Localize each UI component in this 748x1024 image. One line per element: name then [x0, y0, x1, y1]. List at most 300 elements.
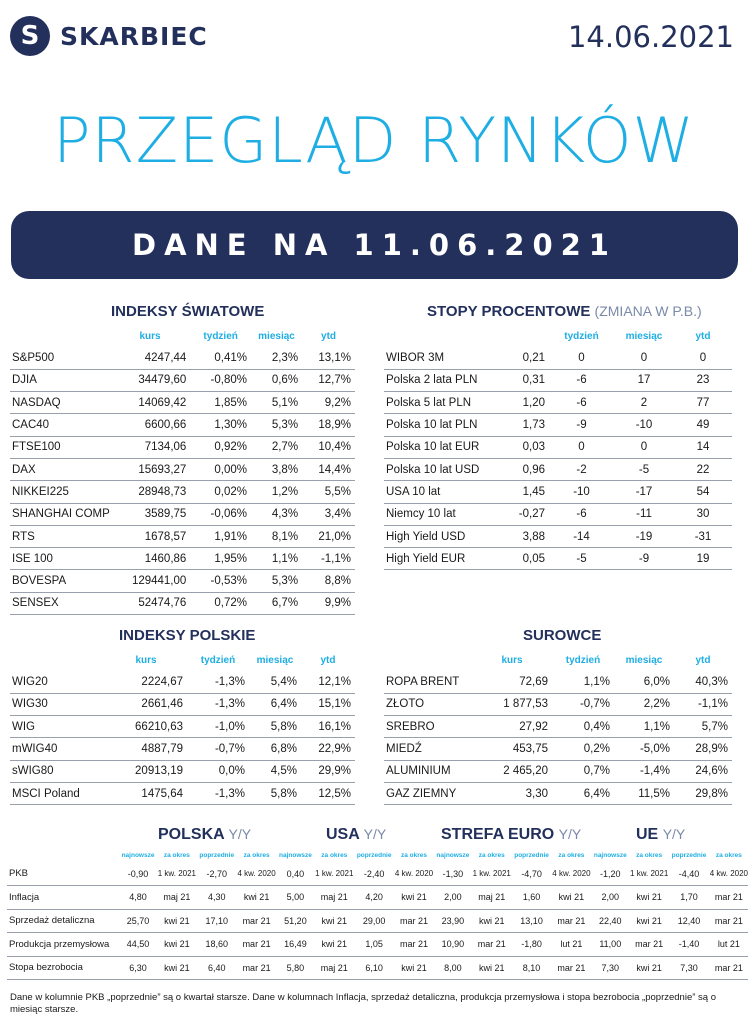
cell-ytd: 40,3% — [674, 671, 732, 693]
cell-miesiac: 0,6% — [251, 369, 302, 391]
column-header-sub: poprzednie — [356, 851, 392, 859]
cell-name: sWIG80 — [10, 760, 105, 782]
cell-value: 23,90 — [433, 909, 472, 933]
table-row — [384, 525, 732, 547]
cell-kurs: 27,92 — [472, 716, 552, 738]
cell-value: -1,30 — [433, 862, 472, 886]
cell-kurs: 2224,67 — [105, 671, 187, 693]
cell-kurs: 6600,66 — [110, 414, 191, 436]
column-header-sub: najnowsze — [436, 851, 470, 859]
cell-value: -2,70 — [196, 862, 237, 886]
column-header-sub: za okres — [400, 851, 428, 859]
macro-region-ue — [636, 826, 685, 844]
logo-text: SKARBIEC — [60, 21, 208, 51]
cell-miesiac: 11,5% — [614, 782, 674, 804]
table-row — [384, 716, 732, 738]
cell-tydzien: 1,95% — [190, 548, 251, 570]
cell-value: 5,80 — [276, 956, 315, 980]
cell-miesiac: 5,3% — [251, 570, 302, 592]
cell-name: MIEDŹ — [384, 738, 472, 760]
cell-miesiac: 2,2% — [614, 693, 674, 715]
cell-period: mar 21 — [552, 956, 590, 980]
cell-name: Polska 5 lat PLN — [384, 392, 496, 414]
cell-tydzien: 0,72% — [190, 592, 251, 614]
cell-val: 0,31 — [496, 369, 549, 391]
cell-tydzien: 0,00% — [190, 458, 251, 480]
cell-ytd: 21,0% — [302, 525, 355, 547]
region-name: STREFA EURO — [441, 826, 555, 843]
cell-kurs: 15693,27 — [110, 458, 191, 480]
cell-tydzien: 0 — [549, 347, 614, 369]
cell-miesiac: 6,7% — [251, 592, 302, 614]
cell-ytd: 22,9% — [301, 738, 355, 760]
cell-tydzien: -1,3% — [187, 782, 249, 804]
cell-kurs: 7134,06 — [110, 436, 191, 458]
cell-miesiac: -9 — [614, 548, 674, 570]
cell-tydzien: 0,02% — [190, 481, 251, 503]
column-header-name — [10, 649, 105, 671]
cell-kurs: 2 465,20 — [472, 760, 552, 782]
cell-value: 5,00 — [276, 886, 315, 910]
cell-val: 0,21 — [496, 347, 549, 369]
cell-ytd: 9,9% — [302, 592, 355, 614]
cell-ytd: 24,6% — [674, 760, 732, 782]
macro-region-usa — [326, 826, 386, 844]
table-row — [384, 782, 732, 804]
cell-ytd: -1,1% — [674, 693, 732, 715]
cell-value: 8,00 — [433, 956, 472, 980]
column-header-kurs: kurs — [139, 330, 161, 342]
cell-period: 1 kw. 2021 — [473, 862, 511, 886]
cell-name: Polska 10 lat EUR — [384, 436, 496, 458]
cell-value: 6,10 — [353, 956, 394, 980]
column-header-ytd: ytd — [320, 654, 336, 666]
cell-value: 2,00 — [433, 886, 472, 910]
cell-name: Polska 10 lat USD — [384, 458, 496, 480]
cell-value: 51,20 — [276, 909, 315, 933]
column-header-miesiac: miesiąc — [256, 654, 294, 666]
cell-period: mar 21 — [395, 933, 433, 957]
cell-value: 17,10 — [196, 909, 237, 933]
cell-ytd: 22 — [674, 458, 732, 480]
cell-tydzien: -0,06% — [190, 503, 251, 525]
cell-period: lut 21 — [552, 933, 590, 957]
cell-ytd: 49 — [674, 414, 732, 436]
cell-miesiac: 6,4% — [249, 693, 301, 715]
table-row — [10, 570, 355, 592]
region-yy: Y/Y — [363, 826, 387, 842]
cell-miesiac: 0 — [614, 436, 674, 458]
cell-period: mar 21 — [630, 933, 668, 957]
cell-name: WIG20 — [10, 671, 105, 693]
cell-tydzien: -6 — [549, 392, 614, 414]
cell-name: High Yield USD — [384, 525, 496, 547]
cell-value: 10,90 — [433, 933, 472, 957]
cell-miesiac: 1,1% — [251, 548, 302, 570]
cell-period: maj 21 — [315, 956, 353, 980]
row-label: Stopa bezrobocia — [7, 956, 118, 980]
cell-miesiac: -1,4% — [614, 760, 674, 782]
table-row — [10, 693, 355, 715]
table-row — [10, 347, 355, 369]
cell-miesiac: -5 — [614, 458, 674, 480]
table-row — [384, 347, 732, 369]
row-label: PKB — [7, 862, 118, 886]
stopy-title: STOPY PROCENTOWE — [427, 303, 591, 320]
cell-period: kwi 21 — [395, 956, 433, 980]
page-title: PRZEGLĄD RYNKÓW — [53, 104, 695, 177]
cell-kurs: 453,75 — [472, 738, 552, 760]
cell-ytd: -1,1% — [302, 548, 355, 570]
cell-period: kwi 21 — [315, 909, 353, 933]
cell-miesiac: -17 — [614, 481, 674, 503]
cell-period: 4 kw. 2020 — [552, 862, 590, 886]
cell-ytd: 30 — [674, 503, 732, 525]
cell-period: kwi 21 — [395, 886, 433, 910]
cell-tydzien: -2 — [549, 458, 614, 480]
cell-kurs: 72,69 — [472, 671, 552, 693]
cell-value: 0,40 — [276, 862, 315, 886]
table-row — [10, 760, 355, 782]
table-row — [10, 458, 355, 480]
column-header-miesiac: miesiąc — [625, 330, 663, 342]
cell-ytd: 16,1% — [301, 716, 355, 738]
cell-name: BOVESPA — [10, 570, 110, 592]
column-header-kurs: kurs — [501, 654, 523, 666]
column-header-name — [384, 649, 472, 671]
cell-value: -1,20 — [591, 862, 630, 886]
cell-value: 4,30 — [196, 886, 237, 910]
column-header-sub: za okres — [478, 851, 505, 859]
cell-val: 1,20 — [496, 392, 549, 414]
cell-ytd: 3,4% — [302, 503, 355, 525]
cell-tydzien: -1,0% — [187, 716, 249, 738]
cell-miesiac: 6,0% — [614, 671, 674, 693]
cell-period: 4 kw. 2020 — [237, 862, 275, 886]
table-row — [384, 369, 732, 391]
table-row — [10, 436, 355, 458]
cell-miesiac: 3,8% — [251, 458, 302, 480]
cell-miesiac: 4,3% — [251, 503, 302, 525]
region-name: POLSKA — [158, 826, 225, 843]
cell-period: mar 21 — [395, 909, 433, 933]
cell-miesiac: 2,3% — [251, 347, 302, 369]
column-header-miesiac: miesiąc — [625, 654, 663, 666]
cell-period: maj 21 — [158, 886, 196, 910]
cell-period: kwi 21 — [315, 933, 353, 957]
cell-ytd: 77 — [674, 392, 732, 414]
cell-value: 4,80 — [118, 886, 157, 910]
table-row — [10, 369, 355, 391]
table-header-row — [7, 848, 748, 862]
cell-period: kwi 21 — [552, 886, 590, 910]
cell-tydzien: -10 — [549, 481, 614, 503]
cell-tydzien: 1,1% — [552, 671, 614, 693]
cell-period: 1 kw. 2021 — [158, 862, 196, 886]
cell-ytd: 5,7% — [674, 716, 732, 738]
cell-ytd: 15,1% — [301, 693, 355, 715]
table-row — [384, 760, 732, 782]
cell-kurs: 52474,76 — [110, 592, 191, 614]
cell-miesiac: 5,3% — [251, 414, 302, 436]
cell-tydzien: -0,7% — [187, 738, 249, 760]
table-row — [10, 392, 355, 414]
column-header-miesiac: miesiąc — [258, 330, 295, 342]
cell-kurs: 4887,79 — [105, 738, 187, 760]
cell-value: 1,70 — [668, 886, 709, 910]
cell-name: GAZ ZIEMNY — [384, 782, 472, 804]
column-header-sub: za okres — [558, 851, 585, 859]
cell-value: 22,40 — [591, 909, 630, 933]
cell-value: 6,30 — [118, 956, 157, 980]
report-date: 14.06.2021 — [567, 20, 734, 54]
cell-ytd: 0 — [674, 347, 732, 369]
footnote: Dane w kolumnie PKB „poprzednie” są o kwartał starsze. Dane w kolumnach Inflacja, sprzedaż detaliczna, produkcja przemysłowa i stopa bezrobocia „poprzednie” są o miesiąc starsze. — [10, 992, 716, 1015]
cell-value: 18,60 — [196, 933, 237, 957]
cell-value: 4,20 — [353, 886, 394, 910]
cell-ytd: 29,9% — [301, 760, 355, 782]
cell-value: 1,60 — [511, 886, 552, 910]
cell-miesiac: 2,7% — [251, 436, 302, 458]
table-row — [10, 671, 355, 693]
column-header-ytd: ytd — [695, 654, 711, 666]
cell-name: RTS — [10, 525, 110, 547]
cell-name: ALUMINIUM — [384, 760, 472, 782]
cell-period: 1 kw. 2021 — [630, 862, 668, 886]
cell-ytd: 14,4% — [302, 458, 355, 480]
cell-name: USA 10 lat — [384, 481, 496, 503]
cell-ytd: -31 — [674, 525, 732, 547]
table-row — [384, 481, 732, 503]
table-row — [7, 956, 748, 980]
header — [0, 0, 748, 80]
cell-val: 0,05 — [496, 548, 549, 570]
cell-tydzien: 0,41% — [190, 347, 251, 369]
cell-miesiac: 5,4% — [249, 671, 301, 693]
cell-period: mar 21 — [237, 909, 275, 933]
cell-ytd: 54 — [674, 481, 732, 503]
table-row — [10, 782, 355, 804]
stopy-subtitle: (ZMIANA W P.B.) — [594, 303, 702, 319]
cell-period: mar 21 — [552, 909, 590, 933]
table-row — [7, 862, 748, 886]
table-row — [10, 548, 355, 570]
logo — [10, 16, 208, 56]
cell-value: -4,70 — [511, 862, 552, 886]
cell-period: 4 kw. 2020 — [395, 862, 433, 886]
cell-tydzien: -1,3% — [187, 671, 249, 693]
table-macro — [7, 848, 748, 980]
cell-name: DAX — [10, 458, 110, 480]
table-indeksy-swiatowe — [10, 325, 355, 615]
cell-name: DJIA — [10, 369, 110, 391]
cell-value: 16,49 — [276, 933, 315, 957]
cell-tydzien: -0,80% — [190, 369, 251, 391]
cell-kurs: 4247,44 — [110, 347, 191, 369]
table-row — [384, 458, 732, 480]
cell-tydzien: 0 — [549, 436, 614, 458]
cell-value: -2,40 — [353, 862, 394, 886]
cell-period: maj 21 — [315, 886, 353, 910]
cell-miesiac: -19 — [614, 525, 674, 547]
cell-tydzien: 1,91% — [190, 525, 251, 547]
column-header-name — [10, 325, 110, 347]
cell-period: lut 21 — [710, 933, 748, 957]
cell-period: mar 21 — [710, 909, 748, 933]
table-row — [10, 481, 355, 503]
table-row — [384, 693, 732, 715]
table-row — [10, 716, 355, 738]
cell-name: SHANGHAI COMP — [10, 503, 110, 525]
cell-tydzien: 0,0% — [187, 760, 249, 782]
column-header-tydzien: tydzień — [564, 330, 599, 342]
table-row — [7, 886, 748, 910]
cell-kurs: 66210,63 — [105, 716, 187, 738]
cell-kurs: 1475,64 — [105, 782, 187, 804]
table-indeksy-polskie — [10, 649, 355, 805]
table-stopy-procentowe — [384, 325, 732, 570]
cell-value: 7,30 — [668, 956, 709, 980]
cell-period: kwi 21 — [630, 886, 668, 910]
cell-value: 2,00 — [591, 886, 630, 910]
cell-name: High Yield EUR — [384, 548, 496, 570]
cell-ytd: 18,9% — [302, 414, 355, 436]
cell-miesiac: 6,8% — [249, 738, 301, 760]
cell-name: WIBOR 3M — [384, 347, 496, 369]
cell-name: Polska 10 lat PLN — [384, 414, 496, 436]
table-row — [7, 933, 748, 957]
section-title-surowce: SUROWCE — [523, 627, 602, 644]
macro-region-polska — [158, 826, 251, 844]
table-row — [10, 592, 355, 614]
cell-kurs: 20913,19 — [105, 760, 187, 782]
cell-name: mWIG40 — [10, 738, 105, 760]
cell-ytd: 12,7% — [302, 369, 355, 391]
cell-period: kwi 21 — [158, 933, 196, 957]
row-label: Sprzedaż detaliczna — [7, 909, 118, 933]
cell-name: WIG — [10, 716, 105, 738]
column-header-sub: najnowsze — [121, 851, 155, 859]
cell-kurs: 3,30 — [472, 782, 552, 804]
cell-ytd: 13,1% — [302, 347, 355, 369]
cell-value: 12,40 — [668, 909, 709, 933]
column-header-ytd: ytd — [321, 330, 337, 342]
section-title-indeksy-polskie: INDEKSY POLSKIE — [119, 627, 256, 644]
cell-ytd: 9,2% — [302, 392, 355, 414]
cell-name: Niemcy 10 lat — [384, 503, 496, 525]
cell-period: kwi 21 — [158, 909, 196, 933]
cell-miesiac: 4,5% — [249, 760, 301, 782]
cell-tydzien: 1,85% — [190, 392, 251, 414]
cell-miesiac: 5,8% — [249, 782, 301, 804]
cell-value: 29,00 — [353, 909, 394, 933]
cell-miesiac: 17 — [614, 369, 674, 391]
column-header-label — [7, 848, 118, 862]
cell-value: 11,00 — [591, 933, 630, 957]
cell-val: 0,96 — [496, 458, 549, 480]
cell-value: -0,90 — [118, 862, 157, 886]
cell-name: FTSE100 — [10, 436, 110, 458]
column-header-sub: za okres — [163, 851, 190, 859]
cell-kurs: 28948,73 — [110, 481, 191, 503]
cell-kurs: 1 877,53 — [472, 693, 552, 715]
cell-kurs: 129441,00 — [110, 570, 191, 592]
table-row — [384, 436, 732, 458]
table-row — [384, 548, 732, 570]
cell-miesiac: 1,1% — [614, 716, 674, 738]
cell-miesiac: 5,8% — [249, 716, 301, 738]
cell-period: kwi 21 — [158, 956, 196, 980]
cell-tydzien: -9 — [549, 414, 614, 436]
cell-tydzien: 0,7% — [552, 760, 614, 782]
cell-value: -4,40 — [668, 862, 709, 886]
cell-ytd: 23 — [674, 369, 732, 391]
macro-region-strefa-euro — [441, 826, 581, 844]
column-header-ytd: ytd — [695, 330, 711, 342]
cell-name: NASDAQ — [10, 392, 110, 414]
cell-val: 1,73 — [496, 414, 549, 436]
cell-val: 3,88 — [496, 525, 549, 547]
cell-kurs: 34479,60 — [110, 369, 191, 391]
cell-tydzien: 0,92% — [190, 436, 251, 458]
column-header-sub: poprzednie — [514, 851, 549, 859]
region-yy: Y/Y — [558, 826, 582, 842]
cell-tydzien: 0,4% — [552, 716, 614, 738]
cell-period: 1 kw. 2021 — [315, 862, 353, 886]
cell-period: mar 21 — [237, 933, 275, 957]
region-name: USA — [326, 826, 360, 843]
table-row — [384, 671, 732, 693]
column-header-sub: za okres — [321, 851, 348, 859]
table-row — [7, 909, 748, 933]
cell-value: 6,40 — [196, 956, 237, 980]
cell-val: 1,45 — [496, 481, 549, 503]
row-label: Produkcja przemysłowa — [7, 933, 118, 957]
table-row — [384, 503, 732, 525]
cell-tydzien: -0,53% — [190, 570, 251, 592]
cell-period: 4 kw. 2020 — [710, 862, 748, 886]
row-label: Inflacja — [7, 886, 118, 910]
cell-period: kwi 21 — [237, 886, 275, 910]
cell-tydzien: -6 — [549, 503, 614, 525]
cell-period: kwi 21 — [630, 956, 668, 980]
cell-val: -0,27 — [496, 503, 549, 525]
section-title-indeksy-swiatowe: INDEKSY ŚWIATOWE — [111, 303, 265, 320]
cell-name: S&P500 — [10, 347, 110, 369]
cell-tydzien: -14 — [549, 525, 614, 547]
cell-value: 7,30 — [591, 956, 630, 980]
cell-value: 8,10 — [511, 956, 552, 980]
cell-kurs: 3589,75 — [110, 503, 191, 525]
cell-name: Polska 2 lata PLN — [384, 369, 496, 391]
cell-period: kwi 21 — [473, 956, 511, 980]
cell-name: SREBRO — [384, 716, 472, 738]
logo-mark: S — [10, 16, 50, 56]
cell-value: 25,70 — [118, 909, 157, 933]
cell-ytd: 5,5% — [302, 481, 355, 503]
table-surowce — [384, 649, 732, 805]
cell-kurs: 14069,42 — [110, 392, 191, 414]
table-row — [384, 414, 732, 436]
column-header-sub: najnowsze — [593, 851, 627, 859]
cell-ytd: 12,1% — [301, 671, 355, 693]
cell-name: ROPA BRENT — [384, 671, 472, 693]
table-row — [384, 392, 732, 414]
cell-period: mar 21 — [710, 886, 748, 910]
region-name: UE — [636, 826, 659, 843]
cell-name: SENSEX — [10, 592, 110, 614]
cell-miesiac: 5,1% — [251, 392, 302, 414]
